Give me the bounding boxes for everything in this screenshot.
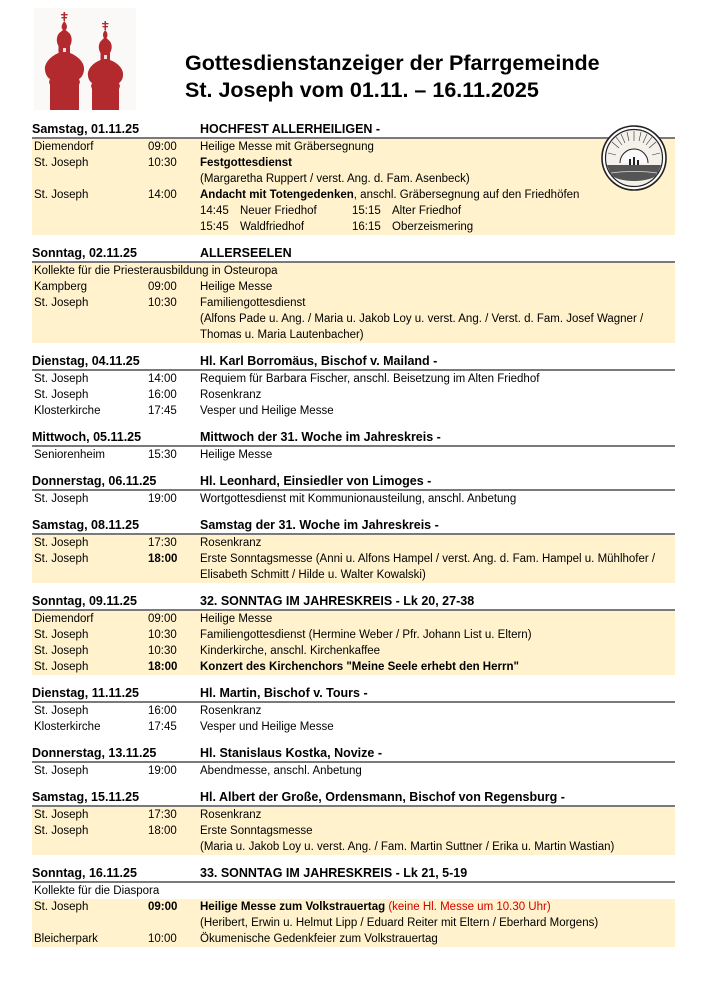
day-block [32,684,675,735]
event-place: St. Joseph [34,901,89,913]
event-place: St. Joseph [34,297,89,309]
day-header [32,352,675,371]
day-block [32,864,675,947]
event-detail: (Maria u. Jakob Loy u. verst. Ang. / Fam. Martin Suttner / Erika u. Martin Wastian) [200,841,615,853]
event-detail: (Margaretha Ruppert / verst. Ang. d. Fam. Asenbeck) [200,173,470,185]
event-time: 16:00 [148,705,177,717]
event-time: 10:30 [148,645,177,657]
event-row [32,551,675,583]
event-time: 09:00 [148,141,177,153]
event-place: St. Joseph [34,661,89,673]
day-date: Samstag, 08.11.25 [32,518,140,532]
event-time: 15:30 [148,449,177,461]
event-detail: (Heribert, Erwin u. Helmut Lipp / Eduard Reiter mit Eltern / Eberhard Morgens) [200,917,599,929]
event-row [32,447,675,463]
event-place: St. Joseph [34,705,89,717]
event-text: Wortgottesdienst mit Kommunionausteilung, anschl. Anbetung [200,493,517,505]
event-row [32,139,675,155]
event-row [32,719,675,735]
event-row [32,535,675,551]
cemetery-name: Oberzeismering [392,221,474,233]
day-date: Dienstag, 04.11.25 [32,354,140,368]
event-time: 17:30 [148,537,177,549]
title-line-1: Gottesdienstanzeiger der Pfarrgemeinde [185,51,600,75]
event-time: 18:00 [148,661,178,673]
event-text: Heilige Messe [200,449,273,461]
cemetery-time: 15:15 [352,205,381,217]
cemetery-time: 16:15 [352,221,381,233]
event-time: 17:45 [148,405,177,417]
event-time: 10:30 [148,629,177,641]
event-place: Klosterkirche [34,721,101,733]
event-time: 14:00 [148,189,177,201]
day-feast: Hl. Stanislaus Kostka, Novize - [200,746,382,760]
event-place: Bleicherpark [34,933,98,945]
event-text [200,187,675,235]
event-time: 14:00 [148,373,177,385]
event-row [32,823,675,855]
day-header [32,120,675,139]
event-row [32,295,675,343]
event-place: St. Joseph [34,537,89,549]
cemetery-name: Neuer Friedhof [240,205,317,217]
cemetery-name: Waldfriedhof [240,221,305,233]
event-place: Seniorenheim [34,449,105,461]
event-place: St. Joseph [34,629,89,641]
event-row [32,643,675,659]
cemetery-time: 14:45 [200,205,229,217]
day-date: Sonntag, 09.11.25 [32,594,137,608]
event-time: 19:00 [148,493,177,505]
day-header [32,684,675,703]
event-row [32,763,675,779]
event-row [32,703,675,719]
event-time: 09:00 [148,281,177,293]
event-text: Erste Sonntagsmesse (Anni u. Alfons Hampel / verst. Ang. d. Fam. Hampel u. Mühlhofer / Elisabeth Schmitt / Hilde u. Walter Kowalski) [200,553,656,581]
collection-note: Kollekte für die Diaspora [34,885,160,897]
event-place: St. Joseph [34,553,89,565]
day-feast: Hl. Albert der Große, Ordensmann, Bischof von Regensburg - [200,790,565,804]
church-towers-logo [34,8,136,110]
day-feast: Mittwoch der 31. Woche im Jahreskreis - [200,430,441,444]
cemetery-time: 15:45 [200,221,229,233]
day-block [32,428,675,463]
cemetery-name: Alter Friedhof [392,205,462,217]
event-place: Klosterkirche [34,405,101,417]
day-date: Samstag, 15.11.25 [32,790,140,804]
event-row [32,187,675,235]
event-text: Rosenkranz [200,809,262,821]
event-text: Heilige Messe [200,613,273,625]
event-rest: , anschl. Gräbersegnung auf den Friedhöfen [353,189,580,201]
day-feast: Hl. Leonhard, Einsiedler von Limoges - [200,474,432,488]
schedule [32,120,675,956]
day-feast: Hl. Karl Borromäus, Bischof v. Mailand - [200,354,438,368]
day-header [32,864,675,883]
event-text: Heilige Messe [200,281,273,293]
event-time: 17:30 [148,809,177,821]
cemetery-row [200,203,675,219]
cemetery-row [200,219,675,235]
day-block [32,744,675,779]
event-row [32,387,675,403]
event-title: Erste Sonntagsmesse [200,825,313,837]
event-text [200,295,675,343]
event-time: 16:00 [148,389,177,401]
event-row [32,931,675,947]
event-place: St. Joseph [34,493,89,505]
event-row [32,371,675,387]
day-block [32,472,675,507]
event-title: Familiengottesdienst [200,297,306,309]
day-header [32,744,675,763]
event-text: Heilige Messe mit Gräbersegnung [200,141,374,153]
event-cancellation-note: (keine Hl. Messe um 10.30 Uhr) [385,901,551,913]
day-block [32,788,675,855]
event-time: 19:00 [148,765,177,777]
event-row [32,279,675,295]
event-place: St. Joseph [34,389,89,401]
day-header [32,516,675,535]
event-place: St. Joseph [34,189,89,201]
event-text: Rosenkranz [200,705,262,717]
event-row [32,899,675,931]
event-text: Familiengottesdienst (Hermine Weber / Pfr. Johann List u. Eltern) [200,629,532,641]
day-feast: 33. SONNTAG IM JAHRESKREIS - Lk 21, 5-19 [200,866,468,880]
event-text: Vesper und Heilige Messe [200,405,334,417]
event-row [32,659,675,675]
day-feast: ALLERSEELEN [200,246,292,260]
event-detail: (Alfons Pade u. Ang. / Maria u. Jakob Loy u. verst. Ang. / Verst. d. Fam. Josef Wagner / Thomas u. Maria Lautenbacher) [200,313,644,341]
collection-note: Kollekte für die Priesterausbildung in Osteuropa [32,263,675,279]
event-text: Ökumenische Gedenkfeier zum Volkstrauertag [200,933,438,945]
event-text: Konzert des Kirchenchors "Meine Seele erhebt den Herrn" [200,661,519,673]
event-place: St. Joseph [34,765,89,777]
day-feast: 32. SONNTAG IM JAHRESKREIS - Lk 20, 27-38 [200,594,475,608]
day-date: Dienstag, 11.11.25 [32,686,140,700]
day-block [32,244,675,343]
event-row [32,611,675,627]
day-date: Samstag, 01.11.25 [32,122,140,136]
day-date: Donnerstag, 13.11.25 [32,746,157,760]
page-title [185,50,600,104]
day-date: Donnerstag, 06.11.25 [32,474,157,488]
day-header [32,788,675,807]
event-text: Vesper und Heilige Messe [200,721,334,733]
event-place: Diemendorf [34,613,94,625]
day-date: Sonntag, 16.11.25 [32,866,137,880]
event-time: 10:30 [148,157,177,169]
event-time: 18:00 [148,553,178,565]
day-feast: Samstag der 31. Woche im Jahreskreis - [200,518,439,532]
event-row [32,403,675,419]
event-place: Kampberg [34,281,88,293]
event-place: St. Joseph [34,645,89,657]
event-text: Rosenkranz [200,389,262,401]
event-place: St. Joseph [34,157,89,169]
title-line-2: St. Joseph vom 01.11. – 16.11.2025 [185,78,539,102]
event-time: 10:30 [148,297,177,309]
event-row [32,491,675,507]
event-title: Heilige Messe zum Volkstrauertag [200,901,386,913]
event-text: Requiem für Barbara Fischer, anschl. Beisetzung im Alten Friedhof [200,373,540,385]
event-time: 17:45 [148,721,177,733]
event-time: 09:00 [148,901,178,913]
event-title: Festgottesdienst [200,157,293,169]
event-place: St. Joseph [34,825,89,837]
day-header [32,472,675,491]
day-feast: Hl. Martin, Bischof v. Tours - [200,686,368,700]
day-header [32,592,675,611]
day-date: Sonntag, 02.11.25 [32,246,137,260]
event-text [200,823,675,855]
sunrise-emblem-icon [601,125,667,191]
event-row [32,627,675,643]
event-place: St. Joseph [34,809,89,821]
day-block [32,516,675,583]
event-time: 10:00 [148,933,177,945]
day-header [32,244,675,263]
day-feast: HOCHFEST ALLERHEILIGEN - [200,122,381,136]
event-text: Rosenkranz [200,537,262,549]
event-title: Andacht mit Totengedenken [200,189,354,201]
event-text [200,899,675,931]
event-time: 09:00 [148,613,177,625]
event-text: Kinderkirche, anschl. Kirchenkaffee [200,645,381,657]
event-place: Diemendorf [34,141,94,153]
day-block [32,120,675,235]
event-place: St. Joseph [34,373,89,385]
day-header [32,428,675,447]
event-text: Abendmesse, anschl. Anbetung [200,765,362,777]
day-block [32,352,675,419]
event-row [32,807,675,823]
day-block [32,592,675,675]
day-date: Mittwoch, 05.11.25 [32,430,142,444]
event-row [32,155,675,187]
event-time: 18:00 [148,825,177,837]
